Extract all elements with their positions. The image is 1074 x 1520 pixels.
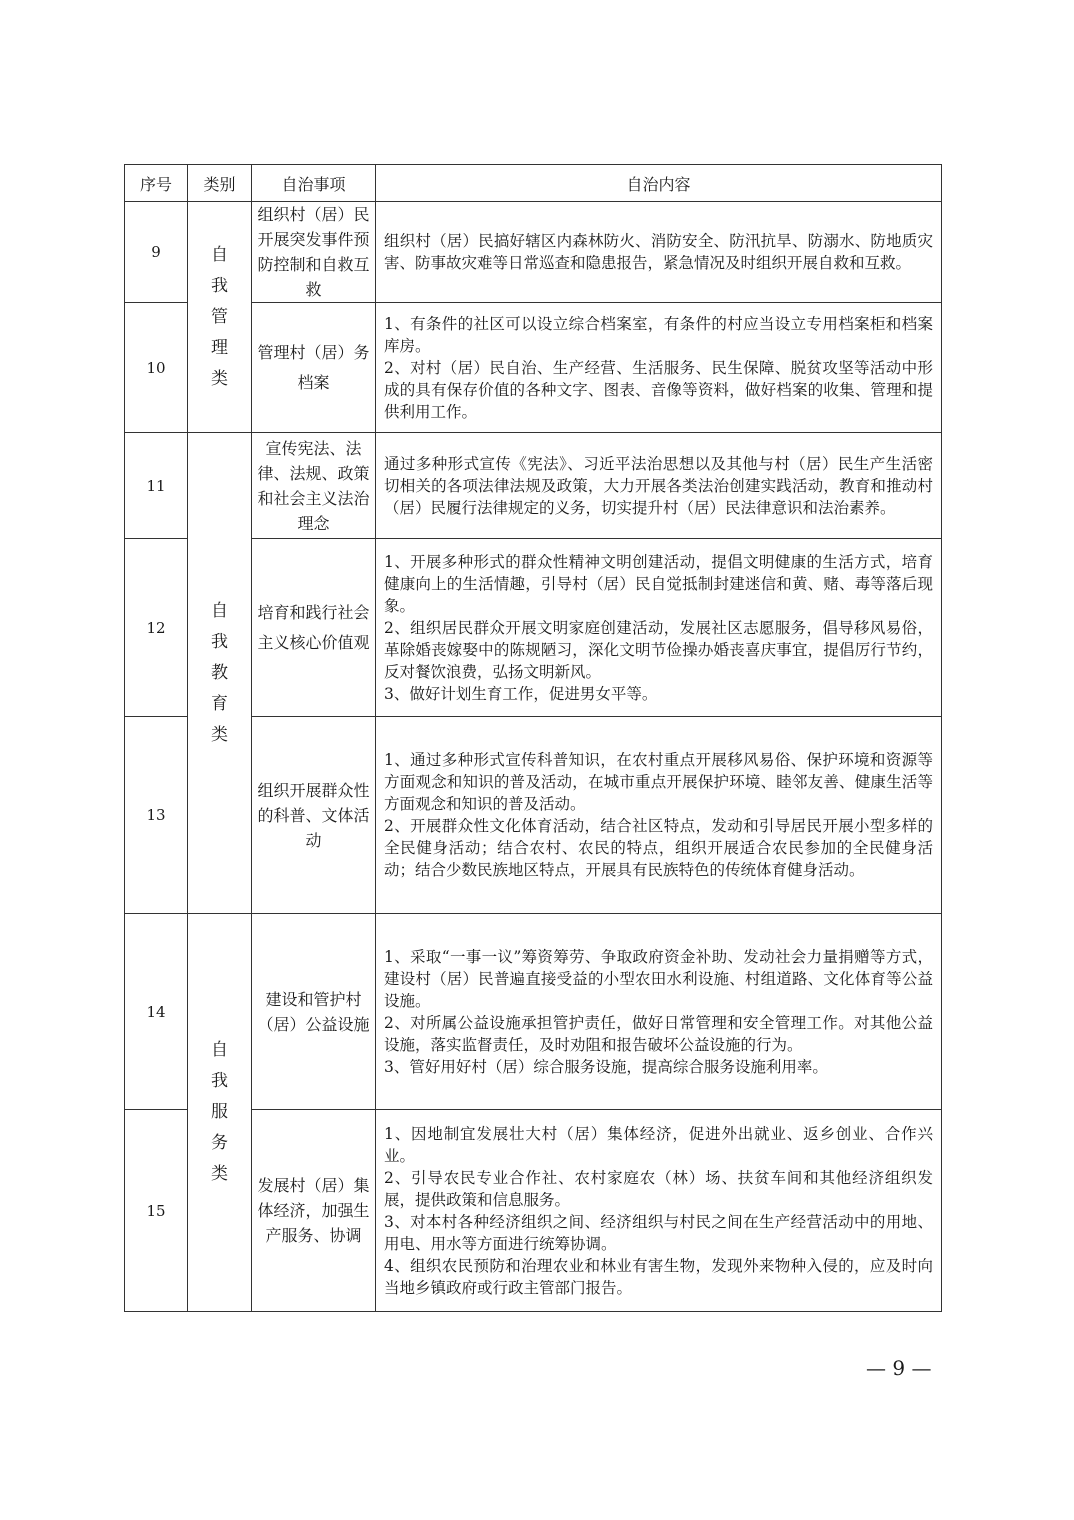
row-item: 管理村（居）务档案 xyxy=(252,303,376,433)
row-seq: 14 xyxy=(125,914,188,1110)
row-item: 组织村（居）民开展突发事件预防控制和自救互救 xyxy=(252,202,376,303)
row-item: 建设和管护村（居）公益设施 xyxy=(252,914,376,1110)
content-paragraph: 2、引导农民专业合作社、农村家庭农（林）场、扶贫车间和其他经济组织发展，提供政策和信息服务。 xyxy=(384,1168,933,1209)
content-paragraph: 3、做好计划生育工作，促进男女平等。 xyxy=(384,684,658,703)
row-item: 宣传宪法、法律、法规、政策和社会主义法治理念 xyxy=(252,433,376,539)
content-paragraph: 1、开展多种形式的群众性精神文明创建活动，提倡文明健康的生活方式，培育健康向上的生活情趣，引导村（居）民自觉抵制封建迷信和黄、赌、毒等落后现象。 xyxy=(384,552,933,615)
row-seq: 15 xyxy=(125,1110,188,1312)
row-seq: 13 xyxy=(125,717,188,914)
autonomy-table xyxy=(124,164,942,1312)
row-content xyxy=(376,303,942,433)
row-item: 发展村（居）集体经济，加强生产服务、协调 xyxy=(252,1110,376,1312)
row-item: 培育和践行社会主义核心价值观 xyxy=(252,539,376,717)
content-paragraph: 通过多种形式宣传《宪法》、习近平法治思想以及其他与村（居）民生产生活密切相关的各项法律法规及政策，大力开展各类法治创建实践活动，教育和推动村（居）民履行法律规定的义务，切实提升村（居）民法律意识和法治素养。 xyxy=(384,454,933,517)
row-seq: 10 xyxy=(125,303,188,433)
content-paragraph: 1、因地制宜发展壮大村（居）集体经济，促进外出就业、返乡创业、合作兴业。 xyxy=(384,1124,933,1165)
content-paragraph: 2、开展群众性文化体育活动，结合社区特点，发动和引导居民开展小型多样的全民健身活动；结合农村、农民的特点，组织开展适合农民参加的全民健身活动；结合少数民族地区特点，开展具有民族特色的传统体育健身活动。 xyxy=(384,817,933,879)
category-cell xyxy=(188,433,252,914)
category-label: 自我管理类 xyxy=(211,244,228,389)
content-paragraph: 2、组织居民群众开展文明家庭创建活动，发展社区志愿服务，倡导移风易俗，革除婚丧嫁娶中的陈规陋习，深化文明节俭操办婚丧喜庆事宜，提倡厉行节约，反对餐饮浪费，弘扬文明新风。 xyxy=(384,618,933,681)
page-number: — 9 — xyxy=(866,1356,932,1380)
header-category: 类别 xyxy=(188,165,252,202)
content-paragraph: 1、有条件的社区可以设立综合档案室，有条件的村应当设立专用档案柜和档案库房。 xyxy=(384,314,933,355)
content-paragraph: 3、管好用好村（居）综合服务设施，提高综合服务设施利用率。 xyxy=(384,1057,828,1076)
row-item: 组织开展群众性的科普、文体活动 xyxy=(252,717,376,914)
row-content xyxy=(376,539,942,717)
content-paragraph: 4、组织农民预防和治理农业和林业有害生物，发现外来物种入侵的，应及时向当地乡镇政府或行政主管部门报告。 xyxy=(384,1256,933,1297)
table-row xyxy=(125,914,942,1110)
row-seq: 12 xyxy=(125,539,188,717)
table-row xyxy=(125,433,942,539)
row-seq: 9 xyxy=(125,202,188,303)
row-content xyxy=(376,1110,942,1312)
category-label: 自我服务类 xyxy=(211,1040,228,1184)
header-item: 自治事项 xyxy=(252,165,376,202)
header-seq: 序号 xyxy=(125,165,188,202)
category-cell xyxy=(188,202,252,433)
content-paragraph: 组织村（居）民搞好辖区内森林防火、消防安全、防汛抗旱、防溺水、防地质灾害、防事故灾难等日常巡查和隐患报告，紧急情况及时组织开展自救和互救。 xyxy=(384,232,933,272)
content-paragraph: 3、对本村各种经济组织之间、经济组织与村民之间在生产经营活动中的用地、用电、用水等方面进行统筹协调。 xyxy=(384,1212,933,1253)
row-content xyxy=(376,202,942,303)
row-seq: 11 xyxy=(125,433,188,539)
table-row xyxy=(125,202,942,303)
table-header-row xyxy=(125,165,942,202)
content-paragraph: 1、通过多种形式宣传科普知识，在农村重点开展移风易俗、保护环境和资源等方面观念和知识的普及活动，在城市重点开展保护环境、睦邻友善、健康生活等方面观念和知识的普及活动。 xyxy=(384,751,933,813)
category-cell xyxy=(188,914,252,1312)
row-content xyxy=(376,433,942,539)
content-paragraph: 1、采取“一事一议”筹资筹劳、争取政府资金补助、发动社会力量捐赠等方式，建设村（居）民普遍直接受益的小型农田水利设施、村组道路、文化体育等公益设施。 xyxy=(384,947,933,1010)
header-content: 自治内容 xyxy=(376,165,942,202)
row-content xyxy=(376,717,942,914)
content-paragraph: 2、对所属公益设施承担管护责任，做好日常管理和安全管理工作。对其他公益设施，落实监督责任，及时劝阻和报告破坏公益设施的行为。 xyxy=(384,1013,933,1054)
content-paragraph: 2、对村（居）民自治、生产经营、生活服务、民生保障、脱贫攻坚等活动中形成的具有保存价值的各种文字、图表、音像等资料，做好档案的收集、管理和提供利用工作。 xyxy=(384,358,933,421)
category-label: 自我教育类 xyxy=(211,600,228,745)
row-content xyxy=(376,914,942,1110)
